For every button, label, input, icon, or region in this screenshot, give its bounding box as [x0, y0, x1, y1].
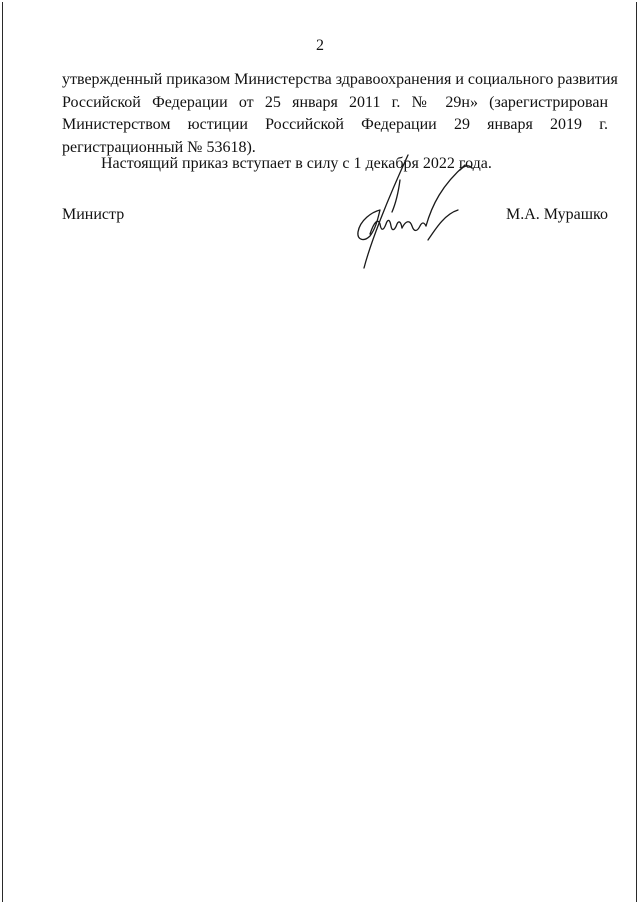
paragraph-line: регистрационный № 53618).: [62, 138, 256, 156]
page-number: 2: [316, 37, 324, 54]
paragraph-line: Российской Федерации от 25 января 2011 г. № 29н» (зарегистрирован: [62, 93, 608, 111]
paragraph-line: Министерством юстиции Российской Федерации 29 января 2019 г.: [62, 116, 608, 133]
paragraph-line: утвержденный приказом Министерства здравоохранения и социального развития: [62, 71, 618, 88]
signer-title: Министр: [62, 206, 125, 223]
paragraph-continuation: [62, 69, 618, 159]
handwritten-signature: [340, 150, 480, 275]
signer-name: М.А. Мурашко: [506, 206, 608, 223]
effective-date-paragraph: Настоящий приказ вступает в силу с 1 декабря 2022 года.: [101, 155, 492, 172]
